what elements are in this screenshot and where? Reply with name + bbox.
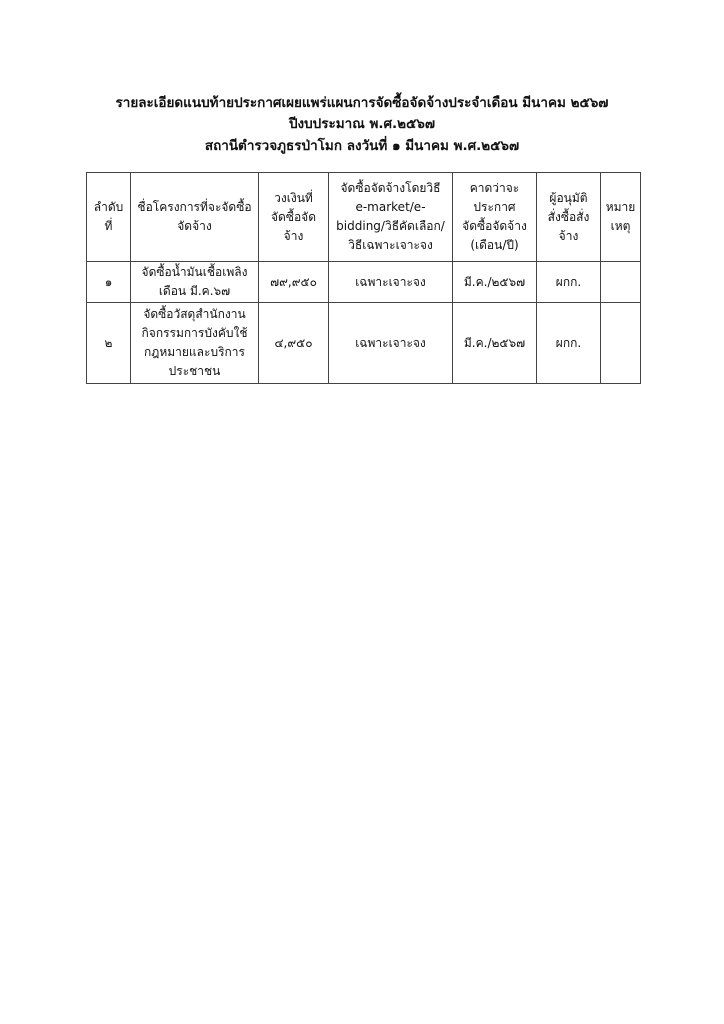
- header-approver-line2: สั่งซื้อสั่ง: [547, 209, 590, 224]
- cell-project-line1: จัดซื้อน้ำมันเชื้อเพลิง: [141, 265, 248, 279]
- header-announce-line1: คาดว่าจะ: [469, 181, 520, 195]
- header-no-line2: ที่: [104, 219, 113, 233]
- cell-remark: [601, 262, 641, 303]
- header-method-line2: e-market/e-: [355, 200, 426, 214]
- cell-announce: มี.ค./๒๕๖๗: [453, 262, 537, 303]
- document-title-line3: สถานีตำรวจภูธรป่าโมก ลงวันที่ ๑ มีนาคม พ.ศ.๒๕๖๗: [204, 138, 520, 154]
- cell-budget: ๔,๙๕๐: [259, 303, 329, 384]
- header-method-line3: bidding/วิธีคัดเลือก/: [336, 219, 445, 233]
- cell-project: [131, 303, 259, 384]
- header-no: [87, 173, 131, 262]
- procurement-table: [86, 172, 641, 384]
- header-announce: [453, 173, 537, 262]
- header-project: [131, 173, 259, 262]
- header-remark-line2: เหตุ: [610, 219, 631, 233]
- header-approver: [537, 173, 601, 262]
- header-budget: [259, 173, 329, 262]
- header-announce-line2: ประกาศ: [473, 200, 516, 214]
- header-method-line1: จัดซื้อจัดจ้างโดยวิธี: [340, 181, 441, 195]
- header-approver-line3: จ้าง: [558, 228, 579, 243]
- cell-project-line3: กฎหมายและบริการ: [144, 345, 245, 359]
- document-title-line2: ปีงบประมาณ พ.ศ.๒๕๖๗: [288, 116, 436, 132]
- header-announce-line3: จัดซื้อจัดจ้าง: [462, 219, 527, 233]
- cell-no: ๑: [87, 262, 131, 303]
- cell-method: เฉพาะเจาะจง: [329, 262, 453, 303]
- table-row: [87, 303, 641, 384]
- cell-project-line1: จัดซื้อวัสดุสำนักงาน: [143, 307, 246, 321]
- header-project-line1: ชื่อโครงการที่จะจัดซื้อ: [137, 200, 252, 214]
- header-budget-line1: วงเงินที่: [274, 190, 313, 205]
- cell-project: [131, 262, 259, 303]
- cell-approver: ผกก.: [537, 303, 601, 384]
- header-budget-line2: จัดซื้อจัด: [271, 209, 316, 224]
- cell-announce: มี.ค./๒๕๖๗: [453, 303, 537, 384]
- header-remark: [601, 173, 641, 262]
- header-remark-line1: หมาย: [605, 200, 636, 214]
- cell-no: ๒: [87, 303, 131, 384]
- header-method-line4: วิธีเฉพาะเจาะจง: [348, 238, 433, 252]
- header-budget-line3: จ้าง: [283, 228, 304, 243]
- header-announce-line4: (เดือน/ปี): [470, 238, 519, 252]
- document-title-line1: รายละเอียดแนบท้ายประกาศเผยแพร่แผนการจัดซื้อจัดจ้างประจำเดือน มีนาคม ๒๕๖๗: [115, 95, 609, 111]
- cell-approver: ผกก.: [537, 262, 601, 303]
- header-no-line1: ลำดับ: [93, 200, 124, 214]
- table-row: [87, 262, 641, 303]
- cell-project-line4: ประชาชน: [168, 364, 221, 378]
- header-project-line2: จัดจ้าง: [177, 219, 212, 233]
- table-header-row: [87, 173, 641, 262]
- cell-budget: ๗๙,๙๕๐: [259, 262, 329, 303]
- cell-project-line2: กิจกรรมการบังคับใช้: [141, 326, 248, 340]
- cell-remark: [601, 303, 641, 384]
- cell-project-line2: เดือน มี.ค.๖๗: [158, 284, 231, 298]
- header-method: [329, 173, 453, 262]
- header-approver-line1: ผู้อนุมัติ: [549, 190, 588, 205]
- cell-method: เฉพาะเจาะจง: [329, 303, 453, 384]
